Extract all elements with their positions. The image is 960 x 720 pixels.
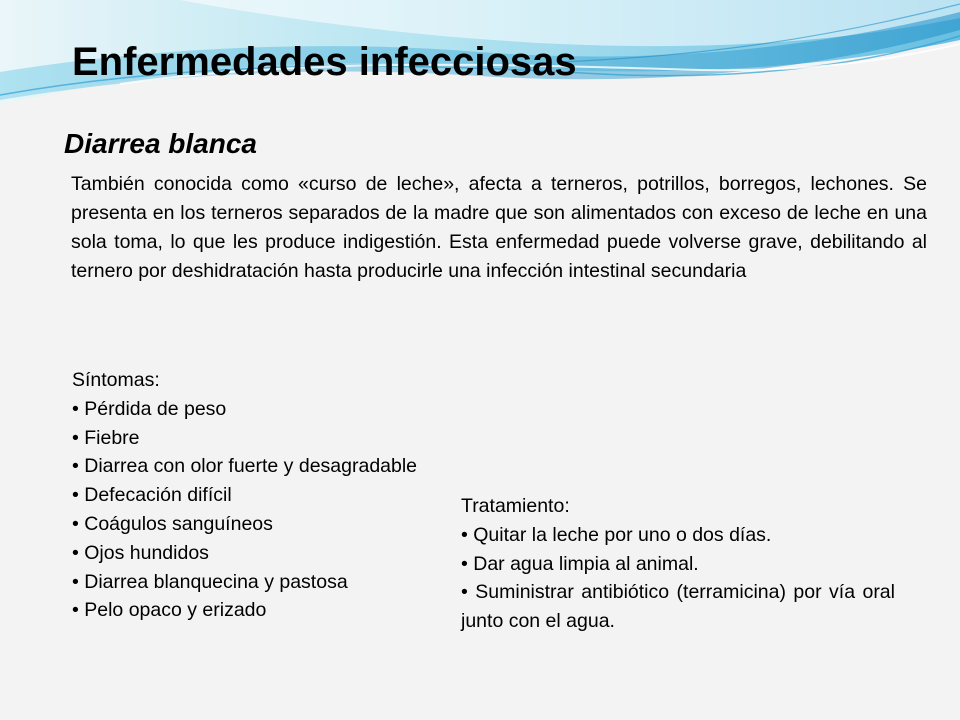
symptom-item: • Pérdida de peso [72, 397, 227, 420]
bullet-icon: • [461, 552, 468, 575]
symptoms-list [72, 395, 512, 625]
bullet-icon: • [72, 455, 79, 478]
bullet-icon: • [72, 484, 79, 507]
bullet-icon: • [72, 397, 79, 420]
symptom-item: • Diarrea blanquecina y pastosa [72, 570, 348, 593]
bullet-icon: • [72, 599, 79, 622]
slide-title: Enfermedades infecciosas [72, 40, 577, 84]
treatment-item: • Suministrar antibiótico (terramicina) por vía oral junto con el agua. [461, 581, 895, 633]
disease-description: También conocida como «curso de leche», afecta a terneros, potrillos, borregos, lechones. Se presenta en los terneros separados de la madre que son alimentados con exceso de leche en una sola toma, lo que les produce indigestión. Esta enfermedad puede volverse grave, debilitando al ternero por deshidratación hasta producirle una infección intestinal secundaria [71, 173, 927, 282]
treatment-item: • Dar agua limpia al animal. [461, 552, 699, 575]
bullet-icon: • [72, 541, 79, 564]
symptom-item: • Defecación difícil [72, 484, 232, 507]
bullet-icon: • [461, 523, 468, 546]
symptom-item: • Coágulos sanguíneos [72, 512, 273, 535]
treatment-block [461, 492, 895, 636]
symptom-item: • Pelo opaco y erizado [72, 599, 267, 622]
symptoms-heading: Síntomas: [72, 369, 160, 391]
bullet-icon: • [72, 512, 79, 535]
bullet-icon: • [72, 570, 79, 593]
symptoms-block [72, 366, 512, 625]
symptom-item: • Diarrea con olor fuerte y desagradable [72, 455, 418, 478]
symptom-item: • Ojos hundidos [72, 541, 209, 564]
bullet-icon: • [461, 581, 468, 604]
bullet-icon: • [72, 426, 79, 449]
symptom-item: • Fiebre [72, 426, 140, 449]
treatment-list [461, 521, 895, 636]
treatment-heading: Tratamiento: [461, 495, 570, 517]
treatment-item: • Quitar la leche por uno o dos días. [461, 523, 772, 546]
section-subtitle: Diarrea blanca [64, 128, 257, 159]
